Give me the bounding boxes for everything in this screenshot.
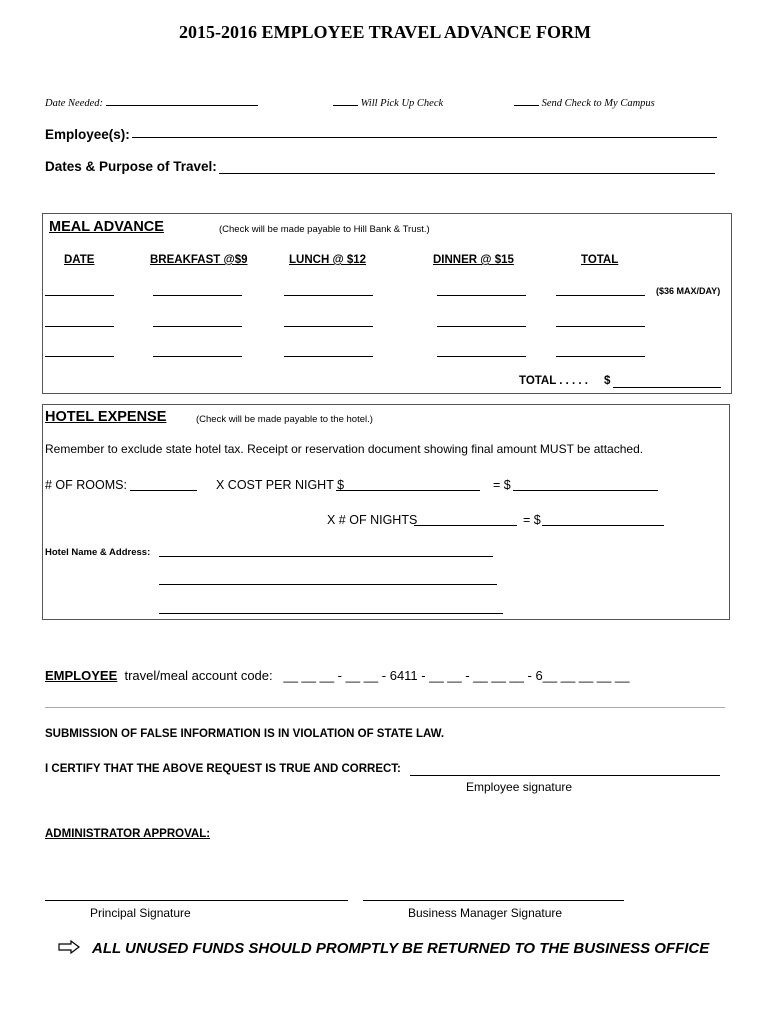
meal-row-1-total[interactable]: [556, 295, 645, 296]
hotel-address-line-3[interactable]: [159, 613, 503, 614]
employees-line[interactable]: [132, 137, 717, 138]
false-info-warning: SUBMISSION OF FALSE INFORMATION IS IN VIOLATION OF STATE LAW.: [45, 728, 445, 740]
column-lunch: LUNCH @ $12: [289, 254, 367, 266]
meal-row-1-date[interactable]: [45, 295, 114, 296]
meal-row-3-dinner[interactable]: [437, 356, 526, 357]
unused-funds-notice: ALL UNUSED FUNDS SHOULD PROMPTLY BE RETURNED TO THE BUSINESS OFFICE: [92, 940, 710, 957]
meal-total-line[interactable]: [613, 387, 721, 388]
principal-signature-line[interactable]: [45, 900, 348, 901]
pick-up-check-blank[interactable]: [333, 94, 358, 106]
dates-purpose-label: Dates & Purpose of Travel:: [45, 159, 217, 174]
employee-signature-line[interactable]: [410, 775, 720, 776]
meal-row-3-breakfast[interactable]: [153, 356, 242, 357]
hotel-address-line-2[interactable]: [159, 584, 497, 585]
pick-up-check-label: Will Pick Up Check: [360, 98, 444, 109]
divider: [45, 707, 725, 708]
meal-row-2-date[interactable]: [45, 326, 114, 327]
meal-row-2-total[interactable]: [556, 326, 645, 327]
principal-signature-label: Principal Signature: [90, 906, 191, 920]
certify-statement: I CERTIFY THAT THE ABOVE REQUEST IS TRUE AND CORRECT:: [45, 763, 401, 775]
meal-row-2-lunch[interactable]: [284, 326, 373, 327]
send-check-label: Send Check to My Campus: [541, 98, 655, 109]
account-code-value[interactable]: __ __ __ - __ __ - 6411 - __ __ - __ __ __ - 6__ __ __ __ __: [283, 668, 630, 683]
form-title: 2015-2016 EMPLOYEE TRAVEL ADVANCE FORM: [178, 22, 592, 42]
max-per-day-note: ($36 MAX/DAY): [656, 286, 721, 296]
equals-1: = $: [493, 478, 511, 492]
equals-2: = $: [523, 513, 541, 527]
dates-purpose-line[interactable]: [219, 173, 715, 174]
column-breakfast: BREAKFAST @$9: [150, 254, 248, 266]
business-manager-signature-label: Business Manager Signature: [408, 906, 563, 920]
hotel-expense-note: (Check will be made payable to the hotel.): [196, 414, 373, 425]
meal-row-3-lunch[interactable]: [284, 356, 373, 357]
pick-up-check-option[interactable]: [333, 94, 443, 109]
hotel-expense-heading: HOTEL EXPENSE: [45, 409, 167, 425]
date-needed-label: Date Needed:: [45, 98, 104, 109]
send-check-blank[interactable]: [514, 94, 539, 106]
hotel-reminder: Remember to exclude state hotel tax. Receipt or reservation document showing final amount MUST be attached.: [45, 442, 644, 456]
send-check-option[interactable]: [514, 94, 655, 109]
employee-signature-label: Employee signature: [466, 780, 573, 794]
column-total: TOTAL: [581, 254, 619, 266]
meal-total-dollar: $: [604, 375, 611, 387]
date-needed-field[interactable]: [45, 94, 258, 109]
hotel-address-line-1[interactable]: [159, 556, 493, 557]
meal-row-2-dinner[interactable]: [437, 326, 526, 327]
hotel-expense-section: [42, 404, 730, 620]
rooms-line[interactable]: [130, 490, 197, 491]
column-dinner: DINNER @ $15: [433, 254, 514, 266]
meal-advance-note: (Check will be made payable to Hill Bank & Trust.): [219, 224, 430, 235]
employee-label: EMPLOYEE: [45, 668, 118, 683]
meal-row-1-lunch[interactable]: [284, 295, 373, 296]
cost-per-night-line[interactable]: [336, 490, 480, 491]
account-code-row: [45, 668, 629, 683]
hotel-total-line[interactable]: [542, 525, 664, 526]
admin-approval-heading: ADMINISTRATOR APPROVAL:: [45, 828, 211, 840]
account-code-label: travel/meal account code:: [124, 668, 273, 683]
meal-row-3-total[interactable]: [556, 356, 645, 357]
meal-advance-section: [42, 213, 732, 394]
rooms-label: # OF ROOMS:: [45, 478, 127, 492]
cost-subtotal-line[interactable]: [513, 490, 658, 491]
column-date: DATE: [64, 254, 95, 266]
right-arrow-outline-icon: [58, 940, 80, 959]
meal-total-label: TOTAL . . . . .: [519, 375, 589, 387]
meal-row-1-breakfast[interactable]: [153, 295, 242, 296]
meal-row-1-dinner[interactable]: [437, 295, 526, 296]
nights-line[interactable]: [414, 525, 517, 526]
meal-advance-heading: MEAL ADVANCE: [49, 219, 164, 235]
cost-per-night-label: X COST PER NIGHT $: [216, 478, 345, 492]
meal-row-2-breakfast[interactable]: [153, 326, 242, 327]
nights-label: X # OF NIGHTS: [327, 513, 418, 527]
business-manager-signature-line[interactable]: [363, 900, 624, 901]
meal-row-3-date[interactable]: [45, 356, 114, 357]
hotel-name-address-label: Hotel Name & Address:: [45, 547, 151, 558]
employees-label: Employee(s):: [45, 127, 130, 142]
date-needed-line[interactable]: [106, 94, 258, 106]
